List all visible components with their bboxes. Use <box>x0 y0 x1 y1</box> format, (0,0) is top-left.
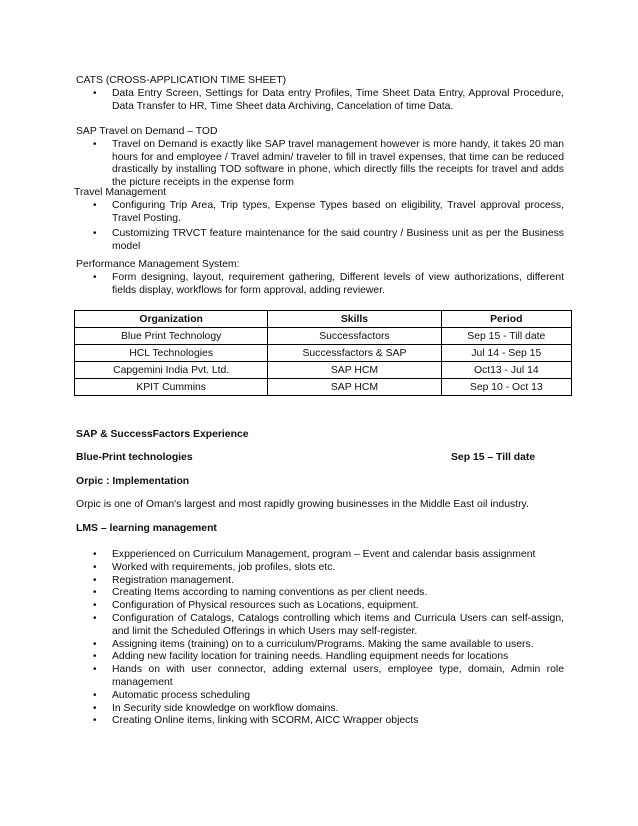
experience-title: SAP & SuccessFactors Experience <box>76 429 249 440</box>
cell-organization: KPIT Cummins <box>75 379 268 396</box>
table-row <box>75 328 572 345</box>
cell-skills: Successfactors & SAP <box>268 345 441 362</box>
table-row <box>75 379 572 396</box>
list-item: • Adding new facility location for training needs. Handling equipment needs for locations <box>76 651 564 664</box>
list-item: • Data Entry Screen, Settings for Data entry Profiles, Time Sheet Data Entry, Approval Procedure, Data Transfer to HR, Time Sheet data Archiving, Cancelation of time Data. <box>76 88 564 114</box>
cell-organization: Capgemini India Pvt. Ltd. <box>75 362 268 379</box>
header-period: Period <box>441 311 571 328</box>
lms-title: LMS – learning management <box>76 523 217 534</box>
list-item: • Registration management. <box>76 575 564 588</box>
cats-list <box>76 88 564 114</box>
list-item: • Automatic process scheduling <box>76 690 564 703</box>
company-period: Sep 15 – Till date <box>451 452 536 463</box>
pms-list <box>76 272 564 298</box>
lms-section <box>76 549 564 728</box>
travel-title: Travel Management <box>74 187 167 198</box>
header-organization: Organization <box>75 311 268 328</box>
cell-organization: HCL Technologies <box>75 345 268 362</box>
cell-period: Sep 10 - Oct 13 <box>441 379 571 396</box>
list-item: • Configuration of Physical resources such as Locations, equipment. <box>76 600 564 613</box>
pms-section <box>76 259 564 297</box>
tod-list <box>76 139 564 190</box>
cell-skills: Successfactors <box>268 328 441 345</box>
cats-title: CATS (CROSS-APPLICATION TIME SHEET) <box>76 75 287 86</box>
cats-section <box>76 75 564 113</box>
travel-list <box>76 200 564 254</box>
cell-organization: Blue Print Technology <box>75 328 268 345</box>
list-item: • Travel on Demand is exactly like SAP travel management however is more handy, it takes 20 man hours for and employee / Travel admin/ traveler to fill in travel expenses, that time can be reduced drastically by installing TOD software in phone, which directly fills the receipts for travel and adds the picture receipts in the expense form <box>76 139 564 190</box>
tod-section <box>76 126 564 190</box>
cell-period: Jul 14 - Sep 15 <box>441 345 571 362</box>
list-item: • Assigning items (training) on to a curriculum/Programs. Making the same available to users. <box>76 639 564 652</box>
company-name: Blue-Print technologies <box>76 452 193 463</box>
list-item: • Creating Online items, linking with SCORM, AICC Wrapper objects <box>76 715 564 728</box>
cell-period: Sep 15 - Till date <box>441 328 571 345</box>
list-item: • Form designing, layout, requirement gathering, Different levels of view authorizations, different fields display, workflows for form approval, adding reviewer. <box>76 272 564 298</box>
cell-skills: SAP HCM <box>268 362 441 379</box>
project-description: Orpic is one of Oman's largest and most rapidly growing businesses in the Middle East oil industry. <box>76 499 529 510</box>
pms-title: Performance Management System: <box>76 259 240 270</box>
table-row <box>75 362 572 379</box>
header-skills: Skills <box>268 311 441 328</box>
cell-period: Oct13 - Jul 14 <box>441 362 571 379</box>
list-item: • In Security side knowledge on workflow domains. <box>76 703 564 716</box>
list-item: • Configuration of Catalogs, Catalogs controlling which items and Curricula Users can self-assign, and limit the Scheduled Offerings in which Users may self-register. <box>76 613 564 639</box>
list-item: • Configuring Trip Area, Trip types, Expense Types based on eligibility, Travel approval process, Travel Posting. <box>76 200 564 226</box>
project-title: Orpic : Implementation <box>76 476 190 487</box>
lms-list <box>76 549 564 728</box>
list-item: • Customizing TRVCT feature maintenance for the said country / Business unit as per the Business model <box>76 228 564 254</box>
list-item: • Worked with requirements, job profiles, slots etc. <box>76 562 564 575</box>
tod-title: SAP Travel on Demand – TOD <box>76 126 218 137</box>
table-row <box>75 345 572 362</box>
experience-table <box>74 310 572 396</box>
table-header-row <box>75 311 572 328</box>
list-item: • Hands on with user connector, adding external users, employee type, domain, Admin role management <box>76 664 564 690</box>
list-item: • Expperienced on Curriculum Management, program – Event and calendar basis assignment <box>76 549 564 562</box>
list-item: • Creating Items according to naming conventions as per client needs. <box>76 587 564 600</box>
cell-skills: SAP HCM <box>268 379 441 396</box>
travel-section <box>76 187 564 254</box>
